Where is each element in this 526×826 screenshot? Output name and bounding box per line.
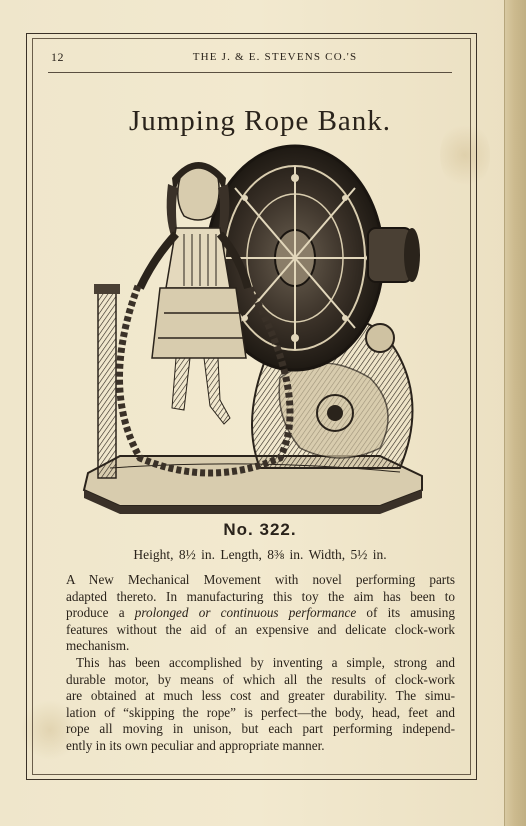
text-line: rope all moving in unison, but each part performing independ- [66,721,455,737]
text-line [66,572,455,589]
text-span: A New Mechanical Movement with novel performing parts [66,572,455,587]
dimensions: Height, 8½ in. Length, 8⅜ in. Width, 5½ in. [133,547,387,562]
text-span: of its amusing [356,605,455,621]
text-line: lation of “skipping the rope” is perfect—the body, head, feet and [66,704,455,720]
page-number: 12 [51,50,64,64]
text-line: adapted thereto. In manufacturing this toy the aim has been to [66,588,455,604]
crank-cylinder [368,228,420,282]
running-head: THE J. & E. STEVENS CO.'S [192,51,358,63]
text-line: This has been accomplished by inventing a simple, strong and [76,654,455,670]
text-line: features without the aid of an expensive and delicate clock-work [66,621,455,637]
adjacent-page-edge [504,0,526,826]
text-line: mechanism. [66,638,130,654]
description-text [66,572,455,755]
emphasis-text: prolonged or continuous performance [134,605,357,621]
text-line: are obtained at much less cost and greater durability. The simu- [66,688,455,704]
text-line: durable motor, by means of which all the results of clock-work [66,671,455,687]
paragraph-2 [66,655,455,755]
text-span: produce a [66,605,135,621]
paragraph-1 [66,572,455,655]
text-line: ently in its own peculiar and appropriate manner. [66,737,325,753]
catalog-number: No. 322. [223,520,297,539]
text-line [66,605,455,622]
page-title: Jumping Rope Bank. [128,105,392,138]
header-rule [48,72,452,73]
coin-medallion [366,324,394,352]
bank-illustration [80,138,424,516]
